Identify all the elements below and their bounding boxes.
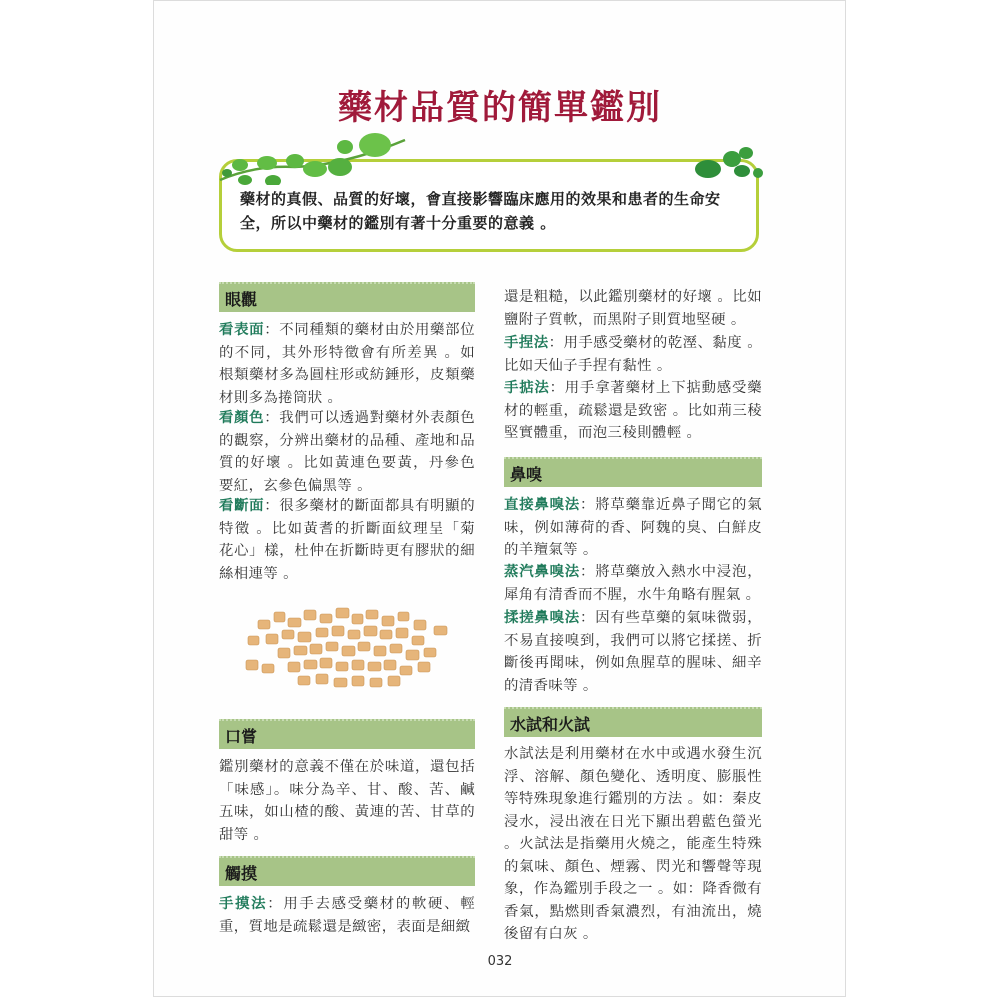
- section-header-touch: [219, 856, 475, 886]
- paragraph-water-fire: [504, 743, 762, 946]
- paragraph-text: 鑑別藥材的意義不僅在於味道，還包括「味感」。味分為辛、甘、酸、苦、鹹五味，如山楂的酸、黃連的苦、甘草的甜等 。: [219, 759, 475, 843]
- leaf-vine-left-icon: [215, 125, 415, 185]
- section-title: 眼觀: [225, 290, 258, 309]
- term-label: 手摸法: [219, 896, 268, 912]
- paragraph-hand-feel-cont: [504, 286, 762, 331]
- section-header-eye: [219, 282, 475, 312]
- term-label: 直接鼻嗅法: [504, 497, 580, 513]
- paragraph-text: ：很多藥材的斷面都具有明顯的特徵 。比如黃耆的折斷面紋理呈「菊花心」樣，杜仲在折斷時更有膠狀的細絲相連等 。: [219, 498, 475, 582]
- leaf-vine-right-icon: [690, 145, 770, 185]
- paragraph-direct-smell: [504, 494, 762, 562]
- paragraph-text: ：將草藥放入熱水中浸泡，犀角有清香而不腥，水牛角略有腥氣 。: [504, 564, 762, 603]
- paragraph-text: ：用手去感受藥材的軟硬、輕重，質地是疏鬆還是緻密，表面是細緻: [219, 896, 476, 935]
- herb-pieces-image: [238, 600, 468, 700]
- section-title: 鼻嗅: [510, 465, 543, 484]
- term-label: 揉搓鼻嗅法: [504, 610, 580, 626]
- paragraph-text: ：不同種類的藥材由於用藥部位的不同，其外形特徵會有所差異 。如根類藥材多為圓柱形或紡錘形，皮類藥材則多為捲筒狀 。: [219, 322, 475, 406]
- paragraph-text: ：因有些草藥的氣味微弱，不易直接嗅到，我們可以將它揉搓、折斷後再聞味，例如魚腥草的腥味、細辛的清香味等 。: [504, 610, 762, 694]
- term-label: 手捏法: [504, 335, 549, 351]
- paragraph-hand-feel: [219, 893, 475, 938]
- paragraph-hand-weigh: [504, 377, 762, 445]
- term-label: 看斷面: [219, 498, 265, 514]
- paragraph-text: 水試法是利用藥材在水中或遇水發生沉浮、溶解、顏色變化、透明度、膨脹性等特殊現象進行鑑別的方法 。如：秦皮浸水，浸出液在日光下顯出碧藍色螢光 。火試法是指藥用火燒之，能產生特殊的氣味、顏色、煙霧、閃光和響聲等現象，作為鑑別手段之一 。如：降香微有香氣，點燃則香氣濃烈，有油流出，燒後留有白灰 。: [504, 746, 762, 942]
- paragraph-hand-pinch: [504, 332, 762, 377]
- section-header-water-fire: [504, 707, 762, 737]
- paragraph-text: ：我們可以透過對藥材外表顏色的觀察，分辨出藥材的品種、產地和品質的好壞 。比如黃連色要黃，丹參色要紅，玄參色偏黑等 。: [219, 410, 475, 494]
- section-header-smell: [504, 457, 762, 487]
- paragraph-text: ：將草藥靠近鼻子聞它的氣味，例如薄荷的香、阿魏的臭、白鮮皮的羊羶氣等 。: [504, 497, 762, 558]
- paragraph-rub-smell: [504, 607, 762, 697]
- section-title: 觸摸: [225, 864, 258, 883]
- section-title: 水試和火試: [510, 715, 591, 734]
- section-title: 口嘗: [225, 727, 258, 746]
- paragraph-text: 還是粗糙，以此鑑別藥材的好壞 。比如鹽附子質軟，而黑附子則質地堅硬 。: [504, 289, 762, 328]
- term-label: 蒸汽鼻嗅法: [504, 564, 580, 580]
- paragraph-surface: [219, 319, 475, 409]
- paragraph-color: [219, 407, 475, 497]
- paragraph-steam-smell: [504, 561, 762, 606]
- term-label: 手掂法: [504, 380, 550, 396]
- page-number: 032: [487, 954, 513, 969]
- term-label: 看表面: [219, 322, 265, 338]
- paragraph-taste: [219, 756, 475, 846]
- paragraph-text: ：用手拿著藥材上下掂動感受藥材的輕重，疏鬆還是致密 。比如荊三稜堅實體重，而泡三稜則體輕 。: [504, 380, 762, 441]
- intro-text: 藥材的真假、品質的好壞，會直接影響臨床應用的效果和患者的生命安全，所以中藥材的鑑別有著十分重要的意義 。: [240, 190, 721, 232]
- term-label: 看顏色: [219, 410, 265, 426]
- section-header-taste: [219, 719, 475, 749]
- page-title: 藥材品質的簡單鑑別: [338, 88, 662, 128]
- paragraph-text: ：用手感受藥材的乾溼、黏度 。比如天仙子手捏有黏性 。: [504, 335, 763, 374]
- paragraph-section-cut: [219, 495, 475, 585]
